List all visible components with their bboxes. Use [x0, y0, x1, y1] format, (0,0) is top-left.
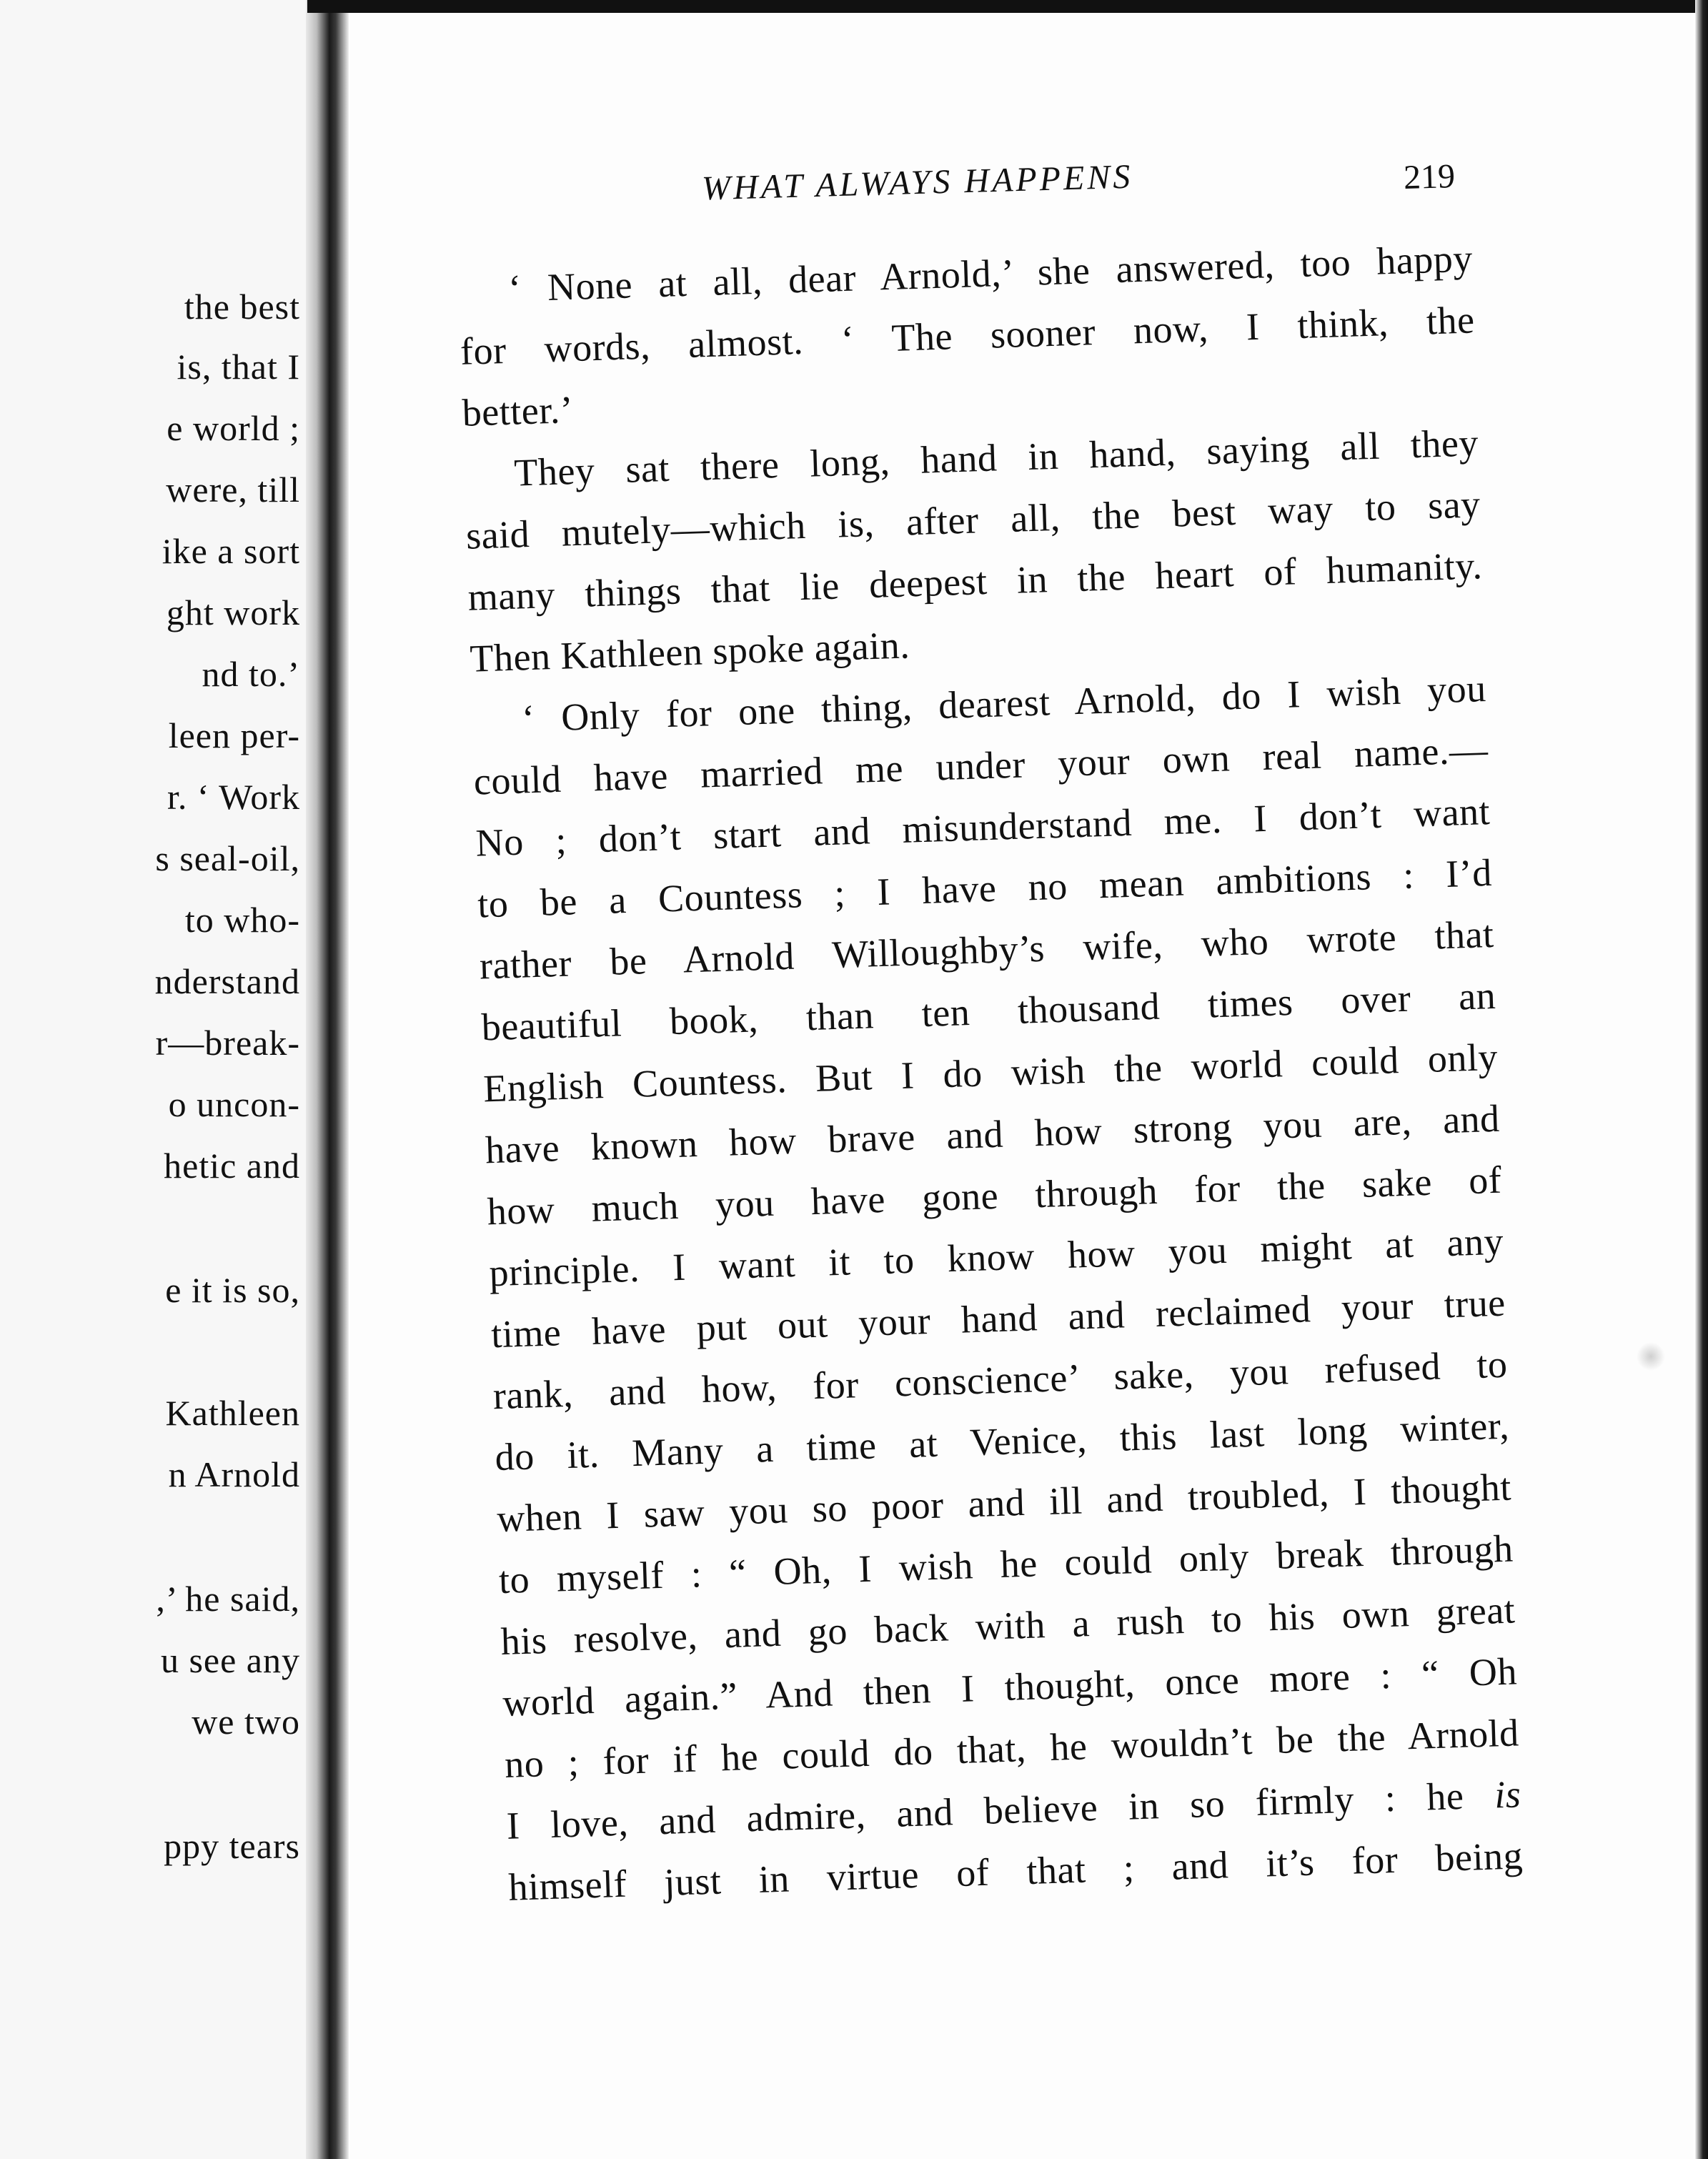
paper-smudge: [1637, 1342, 1665, 1371]
left-fragment: o uncon-: [168, 1084, 300, 1124]
left-fragment: hetic and: [164, 1146, 300, 1186]
left-fragment: n Arnold: [168, 1454, 300, 1494]
page-number: 219: [1403, 157, 1456, 197]
left-fragment: e world ;: [167, 408, 300, 448]
previous-page-fragment: [0, 0, 314, 2159]
current-page: [350, 13, 1694, 2159]
text-line: to myself : “ Oh, I wish he could only break through: [498, 1527, 1514, 1602]
text-line: could have married me under your own real name.—: [473, 728, 1489, 803]
text-line: his resolve, and go back with a rush to his own great: [500, 1588, 1516, 1664]
left-fragment: the best: [184, 287, 300, 327]
text-line: for words, almost. ‘ The sooner now, I think, the: [460, 298, 1476, 373]
running-title: WHAT ALWAYS HAPPENS: [701, 157, 1133, 208]
italic-word: is: [1494, 1772, 1522, 1817]
scan-top-border: [307, 0, 1701, 13]
text-line: They sat there long, hand in hand, saying all they: [513, 421, 1479, 495]
left-fragment: Kathleen: [165, 1393, 300, 1433]
left-fragment: nd to.’: [202, 654, 300, 694]
left-fragment: s seal-oil,: [155, 838, 300, 878]
text-line: English Countess. But I do wish the world could only: [482, 1035, 1499, 1111]
text-line: himself just in virtue of that ; and it’s for being: [507, 1834, 1524, 1909]
left-fragment: ,’ he said,: [156, 1579, 300, 1619]
left-fragment: ght work: [166, 592, 300, 632]
text-line: world again.” And then I thought, once more : “ Oh: [502, 1649, 1518, 1724]
text-line: No ; don’t start and misunderstand me. I don’t want: [475, 790, 1491, 865]
text-line: rank, and how, for conscience’ sake, you refused to: [492, 1342, 1509, 1418]
text-line: many things that lie deepest in the heart of humanity.: [467, 544, 1484, 619]
left-fragment: u see any: [160, 1640, 300, 1680]
text-line: beautiful book, than ten thousand times over an: [480, 973, 1497, 1049]
text-line: time have put out your hand and reclaimed your true: [490, 1281, 1506, 1356]
page-body: [457, 227, 1524, 1917]
left-fragment: were, till: [166, 470, 300, 510]
text-line: rather be Arnold Willoughby’s wife, who wrote that: [479, 912, 1495, 988]
text-line: when I saw you so poor and ill and troubled, I thought: [496, 1465, 1512, 1541]
text-line: how much you have gone through for the sake of: [486, 1158, 1503, 1234]
left-fragment: ppy tears: [164, 1826, 300, 1866]
text-line: said mutely—which is, after all, the best way to say: [465, 482, 1481, 557]
text-line: ‘ Only for one thing, dearest Arnold, do I wish you: [521, 667, 1487, 740]
left-fragment: r. ‘ Work: [167, 777, 300, 817]
text-line: have known how brave and how strong you are, and: [485, 1096, 1501, 1172]
text-line: to be a Countess ; I have no mean ambitions : I’d: [477, 850, 1493, 926]
text-line: principle. I want it to know how you might at any: [488, 1219, 1504, 1295]
text-line: better.’: [461, 388, 575, 435]
left-fragment: nderstand: [154, 961, 300, 1001]
text-line: do it. Many a time at Venice, this last long winter,: [494, 1404, 1510, 1479]
left-fragment: leen per-: [168, 715, 300, 755]
left-fragment: r—break-: [155, 1023, 300, 1063]
left-fragment: is, that I: [177, 347, 300, 387]
text-line: ‘ None at all, dear Arnold,’ she answered, too happy: [507, 237, 1474, 310]
left-fragment: we two: [192, 1702, 300, 1742]
text-line: no ; for if he could do that, he wouldn’t be the Arnold: [504, 1711, 1520, 1786]
left-fragment: ike a sort: [162, 531, 300, 571]
text-line-main: I love, and admire, and believe in so firmly : he: [505, 1774, 1465, 1847]
scan-right-border: [1695, 0, 1708, 2159]
text-line: Then Kathleen spoke again.: [469, 623, 910, 680]
book-gutter-shadow: [306, 0, 349, 2159]
left-fragment: to who-: [184, 900, 300, 940]
left-fragment: e it is so,: [165, 1270, 300, 1310]
